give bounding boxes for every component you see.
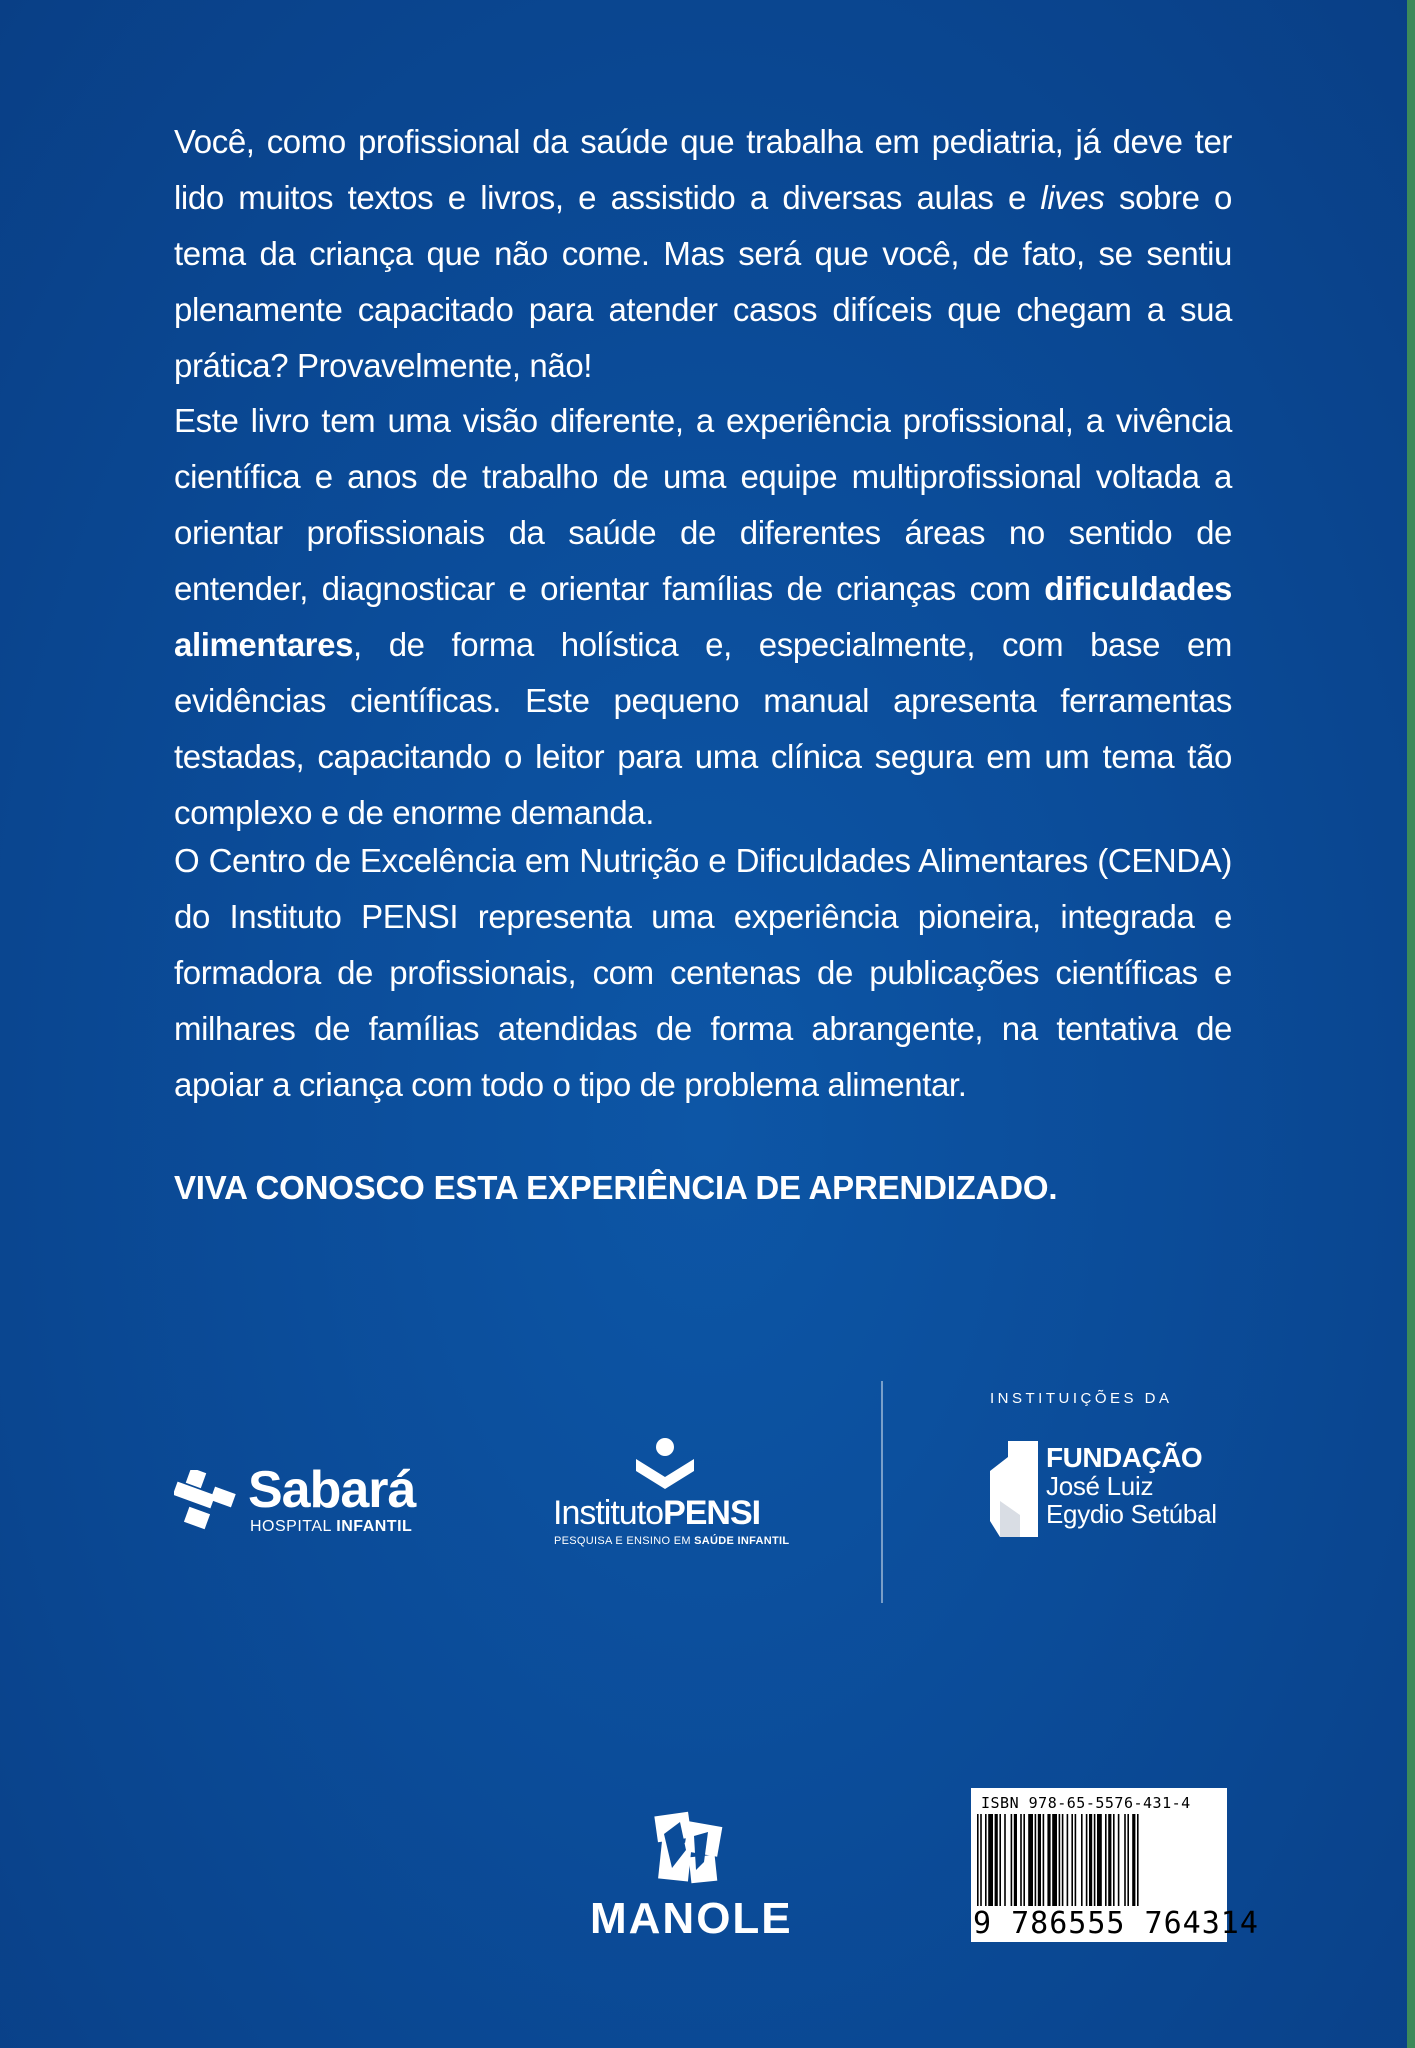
barcode-bar: [1028, 1814, 1033, 1908]
barcode-bar: [1075, 1814, 1077, 1908]
barcode-bar: [1081, 1814, 1083, 1908]
barcode-bar: [1089, 1814, 1092, 1908]
fundacao-label: INSTITUIÇÕES DA: [990, 1390, 1173, 1407]
paragraph-intro-text-a: Você, como profissional da saúde que trabalha em pediatria, já deve ter lido muitos textos e livros, e assistido a diversas aulas e: [174, 123, 1232, 216]
barcode-bar: [1097, 1814, 1102, 1908]
barcode-bar: [1038, 1814, 1041, 1908]
pensi-name-2: PENSI: [663, 1494, 761, 1532]
barcode-bar: [1105, 1814, 1107, 1908]
sabara-sub-1: HOSPITAL: [250, 1518, 337, 1535]
manole-logo: [590, 1810, 793, 1950]
barcode-bar: [1004, 1814, 1006, 1908]
paragraph-book-text-a: Este livro tem uma visão diferente, a experiência profissional, a vivência científica e anos de trabalho de uma equipe multiprofissional voltada a orientar profissionais da saúde de diferentes áreas no sentido de entender, diagnosticar e orientar famílias de crianças com: [174, 402, 1232, 607]
barcode-bar: [1043, 1814, 1045, 1908]
barcode-bar: [1137, 1814, 1139, 1908]
pensi-name-1: Instituto: [553, 1494, 664, 1532]
barcode-bar: [1118, 1814, 1120, 1908]
barcode-bar: [1035, 1814, 1037, 1908]
barcode-bar: [1047, 1814, 1050, 1908]
fundacao-line-2: José Luiz: [1046, 1471, 1154, 1501]
logo-divider: [881, 1381, 883, 1603]
pensi-book-person-icon: [634, 1437, 696, 1491]
bold-phrase: dificuldades alimentares: [174, 570, 1232, 663]
closing-tagline: [174, 1160, 1232, 1216]
barcode-bar: [1059, 1814, 1061, 1908]
barcode-bar: [980, 1814, 982, 1908]
barcode-bar: [1094, 1814, 1096, 1908]
barcode-bar: [999, 1814, 1001, 1908]
paragraph-cenda-text: O Centro de Excelência em Nutrição e Dificuldades Alimentares (CENDA) do Instituto PENSI representa uma experiência pioneira, integrada e formadora de profissionais, com centenas de publicações científicas e milhares de famílias atendidas de forma abrangente, na tentativa de apoiar a criança com todo o tipo de problema alimentar.: [174, 842, 1232, 1103]
barcode-bar: [1062, 1814, 1064, 1908]
barcode-bar: [988, 1814, 993, 1908]
pensi-sub-1: PESQUISA E ENSINO EM: [554, 1535, 695, 1547]
pensi-sub-2: SAÚDE INFANTIL: [694, 1535, 790, 1547]
barcode-bar: [1023, 1814, 1025, 1908]
barcode-bar: [977, 1814, 979, 1908]
pensi-name: [553, 1493, 760, 1533]
barcode-bar: [1020, 1814, 1022, 1908]
barcode-bar: [1108, 1814, 1111, 1908]
barcode-digits: 9 786555 764314: [973, 1906, 1259, 1941]
barcode-bar: [1071, 1814, 1073, 1908]
pensi-subtitle: [554, 1535, 789, 1547]
paragraph-intro-text-b: sobre o tema da criança que não come. Mas será que você, de fato, se sentiu plenamente capacitado para atender casos difíceis que chegam a sua prática? Provavelmente, não!: [174, 179, 1232, 384]
sabara-subtitle: [250, 1518, 412, 1536]
sabara-logo: [174, 1461, 424, 1546]
manole-emblem-icon: [650, 1810, 726, 1886]
manole-name: MANOLE: [590, 1894, 793, 1943]
fundacao-line-3: Egydio Setúbal: [1046, 1499, 1217, 1529]
fundacao-logo: [990, 1439, 1230, 1539]
sabara-sub-2: INFANTIL: [336, 1518, 413, 1535]
barcode-bar: [1132, 1814, 1135, 1908]
pensi-logo: [548, 1437, 788, 1557]
barcode-bar: [1086, 1814, 1088, 1908]
fundacao-line-1: FUNDAÇÃO: [1046, 1442, 1203, 1473]
barcode-bar: [1052, 1814, 1057, 1908]
barcode-bar: [1113, 1814, 1115, 1908]
barcode-bar: [995, 1814, 998, 1908]
barcode-bar: [1014, 1814, 1017, 1908]
isbn-number: ISBN 978-65-5576-431-4: [981, 1794, 1191, 1812]
paragraph-book-description: [174, 393, 1232, 841]
barcode-bar: [1067, 1814, 1069, 1908]
sabara-name: Sabará: [248, 1461, 416, 1519]
closing-tagline-text: VIVA CONOSCO ESTA EXPERIÊNCIA DE APRENDIZADO.: [174, 1169, 1058, 1206]
fundacao-mark-icon: [990, 1441, 1038, 1537]
barcode-bar: [1127, 1814, 1129, 1908]
paragraph-book-text-b: , de forma holística e, especialmente, com base em evidências científicas. Este pequeno manual apresenta ferramentas testadas, capacitando o leitor para uma clínica segura em um tema tão complexo e de enorme demanda.: [174, 626, 1232, 831]
paragraph-intro: [174, 114, 1232, 394]
barcode-bar: [1011, 1814, 1013, 1908]
paragraph-cenda: [174, 833, 1232, 1113]
cover-edge-strip: [1407, 0, 1415, 2048]
barcode-bar: [1124, 1814, 1126, 1908]
sabara-mark-icon: [174, 1470, 238, 1534]
italic-word-lives: lives: [1040, 179, 1105, 216]
isbn-barcode: [971, 1788, 1259, 1942]
barcode-bars: [975, 1814, 1223, 1908]
barcode-bar: [985, 1814, 987, 1908]
